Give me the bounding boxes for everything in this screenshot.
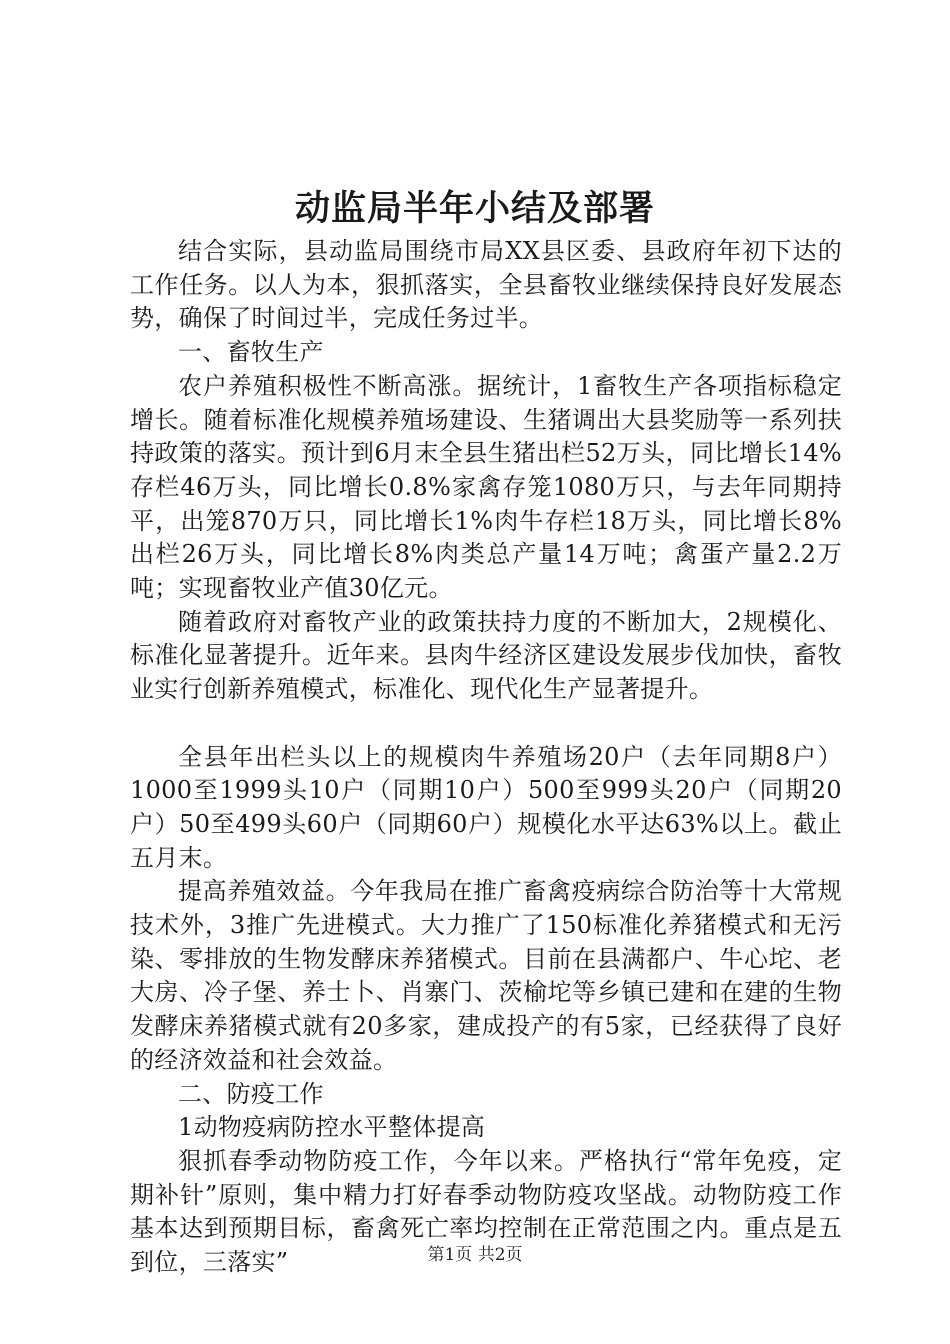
section-heading-livestock: 一、畜牧生产 [178,338,324,367]
paragraph-intro: 结合实际，县动监局围绕市局XX县区委、县政府年初下达的工作任务。以人为本，狠抓落实，全县畜牧业继续保持良好发展态势，确保了时间过半，完成任务过半。 [130,237,842,333]
paragraph-livestock-stats: 农户养殖积极性不断高涨。据统计，1畜牧生产各项指标稳定增长。随着标准化规模养殖场建设、生猪调出大县奖励等一系列扶持政策的落实。预计到6月末全县生猪出栏52万头，同比增长14%存栏46万头，同比增长0.8%家禽存笼1080万只，与去年同期持平，出笼870万只，同比增长1%肉牛存栏18万头，同比增长8%出栏26万头，同比增长8%肉类总产量14万吨；禽蛋产量2.2万吨；实现畜牧业产值30亿元。 [130,371,842,603]
page-title: 动监局半年小结及部署 [294,188,655,229]
paragraph-scale-farms: 全县年出栏头以上的规模肉牛养殖场20户（去年同期8户）1000至1999头10户（同期10户）500至999头20户（同期20户）50至499头60户（同期60户）规模化水平达63%以上。截止五月末。 [130,742,842,872]
paragraph-spring-prevention: 狠抓春季动物防疫工作，今年以来。严格执行“常年免疫，定期补针”原则，集中精力打好春季动物防疫攻坚战。动物防疫工作基本达到预期目标，畜禽死亡率均控制在正常范围之内。重点是五到位，三落实” [130,1146,842,1277]
section-heading-epidemic: 二、防疫工作 [178,1079,324,1108]
document-body [130,235,842,1280]
paragraph-efficiency: 提高养殖效益。今年我局在推广畜禽疫病综合防治等十大常规技术外，3推广先进模式。大力推广了150标准化养猪模式和无污染、零排放的生物发酵床养猪模式。目前在县满都户、牛心坨、老大房、冷子堡、养士卜、肖寨门、茨榆坨等乡镇已建和在建的生物发酵床养猪模式就有20多家，建成投产的有5家，已经获得了良好的经济效益和社会效益。 [130,877,842,1074]
page-number-footer: 第1页 共2页 [427,1245,523,1265]
subheading-disease-control: 1动物疫病防控水平整体提高 [178,1113,486,1142]
paragraph-standardization: 随着政府对畜牧产业的政策扶持力度的不断加大，2规模化、标准化显著提升。近年来。县肉牛经济区建设发展步伐加快，畜牧业实行创新养殖模式，标准化、现代化生产显著提升。 [130,607,842,704]
